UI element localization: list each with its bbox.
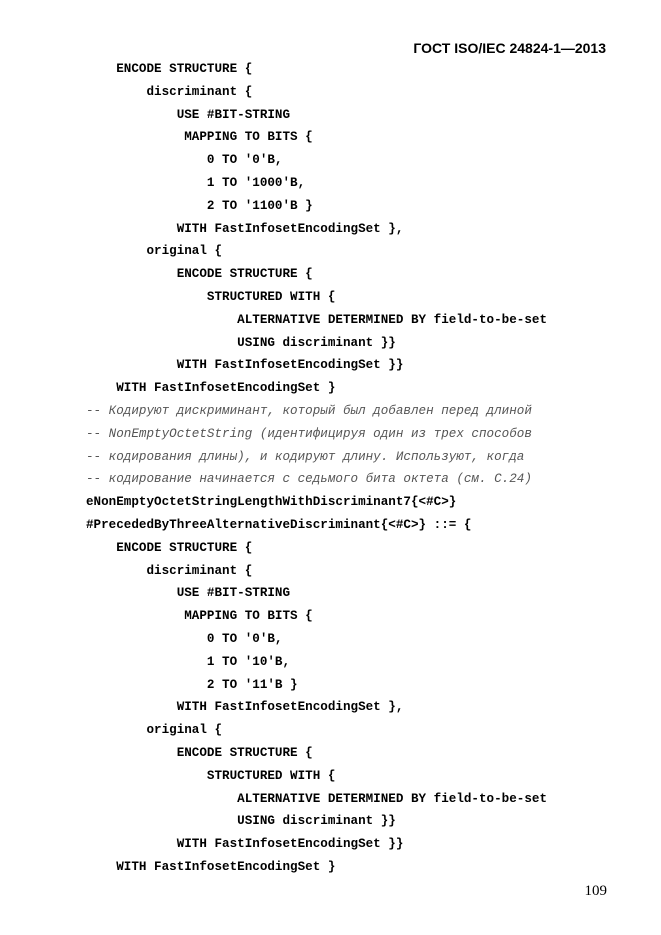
code-line: WITH FastInfosetEncodingSet } <box>86 859 336 874</box>
code-line: USING discriminant }} <box>86 335 396 350</box>
code-line: 2 TO '11'B } <box>86 677 298 692</box>
code-line: 0 TO '0'B, <box>86 153 283 168</box>
comment-line: -- NonEmptyOctetString (идентифицируя один из трех способов <box>86 426 532 441</box>
code-line: ENCODE STRUCTURE { <box>86 267 313 282</box>
code-line: discriminant { <box>86 84 253 99</box>
document-header: ГОСТ ISO/IEC 24824-1—2013 <box>413 40 606 56</box>
comment-line: -- Кодируют дискриминант, который был добавлен перед длиной <box>86 403 532 418</box>
code-line: STRUCTURED WITH { <box>86 768 336 783</box>
code-line: USING discriminant }} <box>86 814 396 829</box>
code-line: ALTERNATIVE DETERMINED BY field-to-be-set <box>86 312 548 327</box>
code-line: WITH FastInfosetEncodingSet }} <box>86 358 404 373</box>
code-line: ENCODE STRUCTURE { <box>86 62 253 76</box>
code-line: 1 TO '1000'B, <box>86 175 306 190</box>
code-line: USE #BIT-STRING <box>86 107 291 122</box>
code-line: original { <box>86 244 223 259</box>
code-line: ENCODE STRUCTURE { <box>86 745 313 760</box>
code-line: MAPPING TO BITS { <box>86 609 313 624</box>
comment-line: -- кодирования длины), и кодируют длину. Используют, когда <box>86 449 525 464</box>
comment-line: -- кодирование начинается с седьмого бита октета (см. С.24) <box>86 472 532 487</box>
code-line: USE #BIT-STRING <box>86 586 291 601</box>
code-line: 0 TO '0'B, <box>86 631 283 646</box>
code-line: ALTERNATIVE DETERMINED BY field-to-be-set <box>86 791 548 806</box>
code-listing <box>86 58 646 879</box>
code-line: WITH FastInfosetEncodingSet }} <box>86 837 404 852</box>
code-line: 1 TO '10'B, <box>86 654 291 669</box>
code-line: #PrecededByThreeAlternativeDiscriminant{<#C>} ::= { <box>86 517 472 532</box>
code-line: 2 TO '1100'B } <box>86 198 313 213</box>
code-line: WITH FastInfosetEncodingSet }, <box>86 700 404 715</box>
code-line: WITH FastInfosetEncodingSet }, <box>86 221 404 236</box>
page-number: 109 <box>584 883 607 899</box>
code-line: eNonEmptyOctetStringLengthWithDiscriminant7{<#C>} <box>86 495 457 510</box>
code-line: MAPPING TO BITS { <box>86 130 313 145</box>
code-line: WITH FastInfosetEncodingSet } <box>86 381 336 396</box>
code-line: discriminant { <box>86 563 253 578</box>
code-line: STRUCTURED WITH { <box>86 289 336 304</box>
code-line: original { <box>86 723 223 738</box>
code-line: ENCODE STRUCTURE { <box>86 540 253 555</box>
